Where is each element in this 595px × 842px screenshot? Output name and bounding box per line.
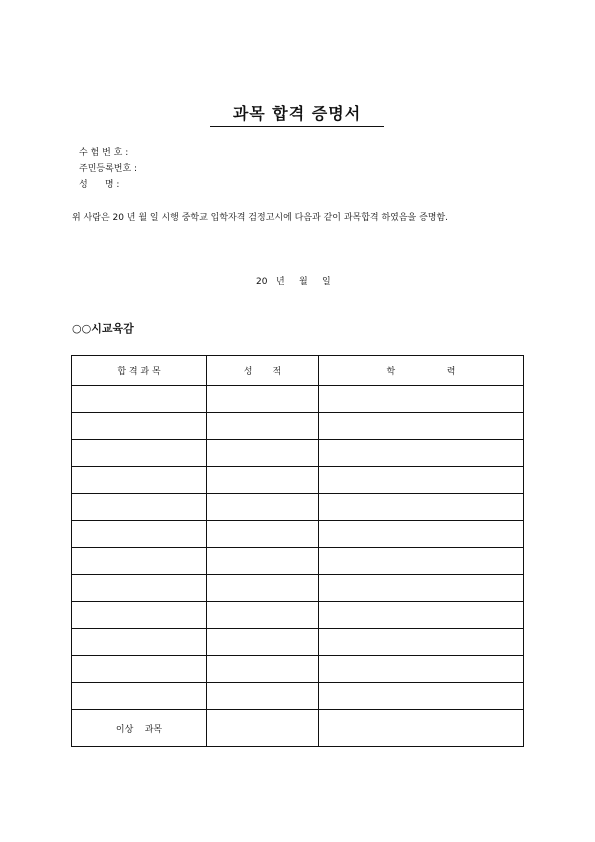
footer-subject-count: 이상 과목 — [72, 710, 207, 747]
table-cell — [72, 386, 207, 413]
table-cell — [207, 521, 319, 548]
table-cell — [207, 386, 319, 413]
table-cell — [207, 602, 319, 629]
table-row — [72, 602, 524, 629]
title-underline — [210, 126, 384, 127]
header-education: 학 력 — [319, 356, 524, 386]
table-cell — [319, 494, 524, 521]
table-cell — [207, 656, 319, 683]
table-cell — [72, 440, 207, 467]
name-label: 성 명 : — [79, 180, 120, 190]
table-cell — [72, 548, 207, 575]
table-row — [72, 683, 524, 710]
header-passed-subject: 합 격 과 목 — [72, 356, 207, 386]
table-cell — [207, 494, 319, 521]
table-cell — [319, 386, 524, 413]
subjects-table — [71, 355, 524, 747]
table-cell — [72, 629, 207, 656]
table-cell — [319, 656, 524, 683]
table-row — [72, 521, 524, 548]
table-cell — [319, 440, 524, 467]
table-cell — [72, 521, 207, 548]
issue-date: 20 년 월 일 — [256, 277, 331, 287]
table-cell — [207, 467, 319, 494]
table-cell — [207, 548, 319, 575]
table-row — [72, 494, 524, 521]
table-cell — [319, 575, 524, 602]
table-footer-row — [72, 710, 524, 747]
table-cell — [319, 629, 524, 656]
table-cell — [72, 467, 207, 494]
header-score: 성 적 — [207, 356, 319, 386]
table-row — [72, 575, 524, 602]
table-cell — [72, 683, 207, 710]
table-cell — [319, 521, 524, 548]
document-title: 과목 합격 증명서 — [232, 104, 362, 123]
table-cell — [319, 467, 524, 494]
certification-statement: 위 사람은 20 년 월 일 시행 중학교 입학자격 검정고시에 다음과 같이 과목합격 하였음을 증명함. — [72, 213, 449, 223]
table-cell — [72, 575, 207, 602]
table-cell — [319, 710, 524, 747]
table-row — [72, 413, 524, 440]
table-cell — [72, 413, 207, 440]
resident-number-label: 주민등록번호 : — [79, 164, 138, 174]
table-header-row — [72, 356, 524, 386]
table-cell — [319, 683, 524, 710]
table-cell — [207, 629, 319, 656]
table-cell — [207, 575, 319, 602]
table-row — [72, 467, 524, 494]
table-cell — [319, 413, 524, 440]
table-cell — [207, 683, 319, 710]
table-row — [72, 386, 524, 413]
table-cell — [72, 602, 207, 629]
table-cell — [207, 710, 319, 747]
table-cell — [319, 602, 524, 629]
table-cell — [319, 548, 524, 575]
table-row — [72, 656, 524, 683]
table-cell — [207, 440, 319, 467]
table-cell — [72, 656, 207, 683]
table-row — [72, 548, 524, 575]
table-row — [72, 440, 524, 467]
issuer-name: ○○시교육감 — [72, 322, 134, 335]
table-cell — [72, 494, 207, 521]
exam-number-label: 수 험 번 호 : — [79, 148, 129, 158]
table-row — [72, 629, 524, 656]
table-cell — [207, 413, 319, 440]
